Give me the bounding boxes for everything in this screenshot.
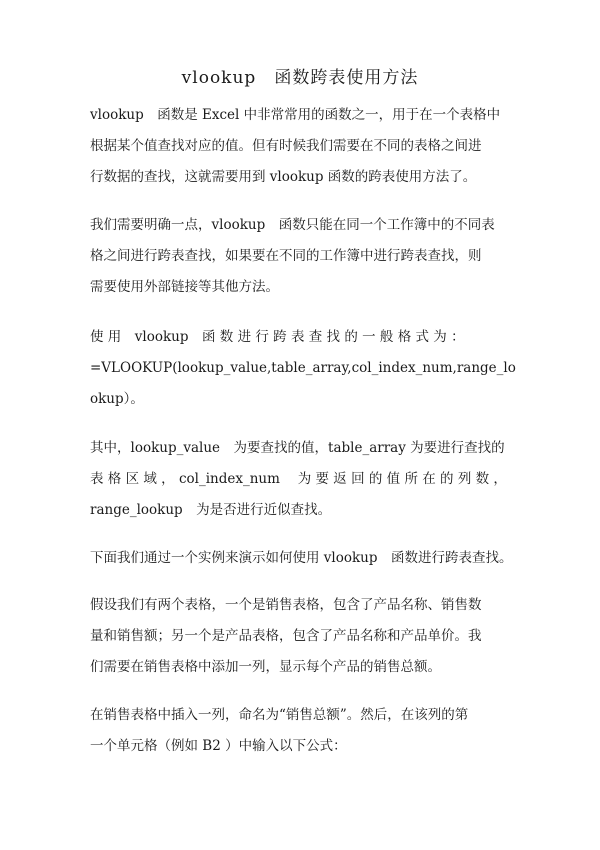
paragraph-example-intro <box>90 543 520 574</box>
paragraph-line: 量和销售额；另一个是产品表格，包含了产品名称和产品单价。我 <box>90 628 482 644</box>
paragraph-intro <box>90 100 520 193</box>
paragraph-formula-format <box>90 322 520 415</box>
paragraph-line: 表 格 区 域 ， col_index_num 为 要 返 回 的 值 所 在 的 列 数 ， <box>90 471 507 487</box>
paragraph-line: 其中，lookup_value 为要查找的值，table_array 为要进行查找的 <box>90 440 505 456</box>
paragraph-line: 假设我们有两个表格，一个是销售表格，包含了产品名称、销售数 <box>90 597 482 613</box>
paragraph-insert-column <box>90 700 520 762</box>
paragraph-parameter-explanation <box>90 433 520 526</box>
paragraph-line: 下面我们通过一个实例来演示如何使用 vlookup 函数进行跨表查找。 <box>90 550 513 566</box>
paragraph-line: okup）。 <box>90 391 144 407</box>
paragraph-line: 行数据的查找，这就需要用到 vlookup 函数的跨表使用方法了。 <box>90 169 477 185</box>
paragraph-line: vlookup 函数是 Excel 中非常常用的函数之一，用于在一个表格中 <box>90 107 501 123</box>
paragraph-line: 需要使用外部链接等其他方法。 <box>90 279 279 295</box>
paragraph-line: 格之间进行跨表查找，如果要在不同的工作簿中进行跨表查找，则 <box>90 248 482 264</box>
paragraph-line: 我们需要明确一点，vlookup 函数只能在同一个工作簿中的不同表 <box>90 217 495 233</box>
document-title: vlookup 函数跨表使用方法 <box>181 68 419 88</box>
paragraph-line: 根据某个值查找对应的值。但有时候我们需要在不同的表格之间进 <box>90 138 482 154</box>
paragraph-line: 一个单元格（例如 B2 ）中输入以下公式： <box>90 738 347 754</box>
paragraph-line: 们需要在销售表格中添加一列，显示每个产品的销售总额。 <box>90 659 441 675</box>
paragraph-example-scenario <box>90 590 520 683</box>
paragraph-line: =VLOOKUP(lookup_value,table_array,col_index_num,range_lo <box>90 360 516 376</box>
paragraph-line: 使 用 vlookup 函 数 进 行 跨 表 查 找 的 一 般 格 式 为 ： <box>90 329 465 345</box>
paragraph-same-workbook-note <box>90 210 520 303</box>
paragraph-line: 在销售表格中插入一列，命名为“销售总额”。然后，在该列的第 <box>90 707 469 723</box>
paragraph-line: range_lookup 为是否进行近似查找。 <box>90 502 332 518</box>
